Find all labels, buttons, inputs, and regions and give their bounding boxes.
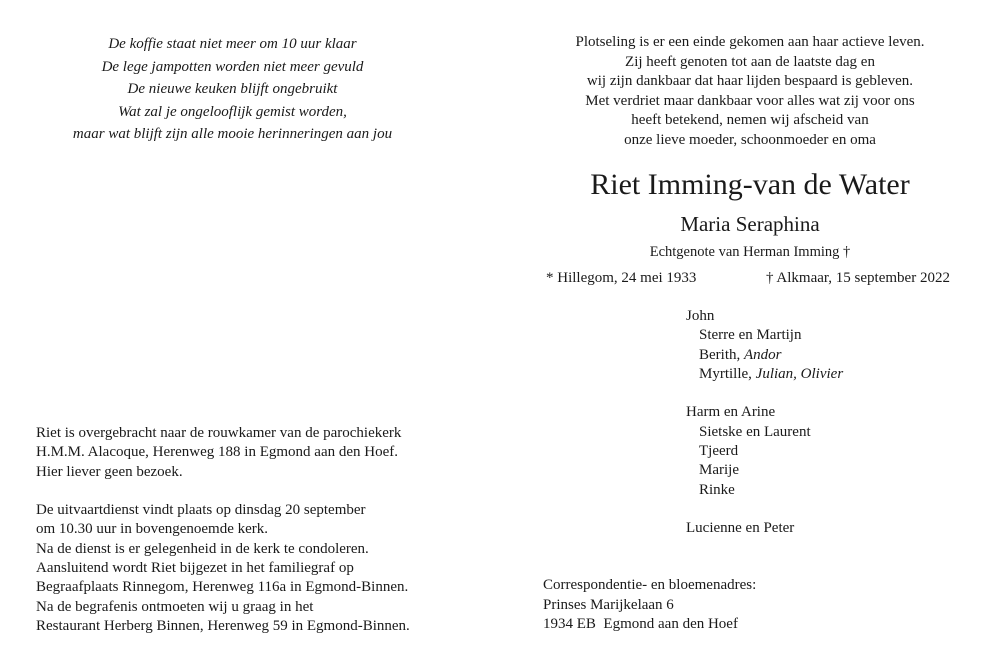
intro-text	[540, 33, 960, 150]
info-line: Na de dienst is er gelegenheid in de kerk te condoleren.	[36, 540, 369, 557]
intro-line: Zij heeft genoten tot aan de laatste dag en	[625, 53, 875, 70]
poem-line: Wat zal je ongelooflijk gemist worden,	[118, 103, 347, 120]
address-label: Correspondentie- en bloemenadres:	[543, 577, 757, 593]
correspondence-address	[543, 576, 756, 635]
intro-line: heeft betekend, nemen wij afscheid van	[631, 112, 869, 128]
spouse-line: Echtgenote van Herman Imming †	[649, 244, 851, 260]
poem	[60, 33, 405, 146]
grandchild: Rinke	[699, 481, 735, 498]
intro-line: onze lieve moeder, schoonmoeder en oma	[624, 131, 876, 148]
grandchild: Sietske en Laurent	[699, 423, 811, 440]
grandchild-partner: Julian, Olivier	[755, 365, 844, 382]
birth-info: * Hillegom, 24 mei 1933	[546, 270, 697, 286]
grandchild: Berith, Andor	[699, 346, 782, 363]
info-line: Restaurant Herberg Binnen, Herenweg 59 in Egmond-Binnen.	[36, 617, 410, 634]
family-list	[686, 307, 843, 539]
info-line: Aansluitend wordt Riet bijgezet in het familiegraf op	[36, 560, 354, 577]
info-line: Riet is overgebracht naar de rouwkamer van de parochiekerk	[36, 425, 402, 441]
poem-line: De lege jampotten worden niet meer gevuld	[101, 58, 364, 75]
poem-line: maar wat blijft zijn alle mooie herinneringen aan jou	[72, 126, 393, 142]
info-line: De uitvaartdienst vindt plaats op dinsdag 20 september	[36, 502, 366, 519]
grandchild: Myrtille, Julian, Olivier	[699, 365, 844, 382]
grandchild: Tjeerd	[699, 443, 739, 460]
intro-line: Plotseling is er een einde gekomen aan haar actieve leven.	[575, 34, 925, 50]
intro-line: Met verdriet maar dankbaar voor alles wat zij voor ons	[585, 92, 915, 109]
grandchild-partner: Andor	[744, 346, 782, 363]
child-name: Harm en Arine	[686, 404, 776, 421]
given-names: Maria Seraphina	[680, 212, 820, 236]
poem-line: De nieuwe keuken blijft ongebruikt	[127, 81, 338, 97]
deceased-name: Riet Imming-van de Water	[590, 168, 910, 201]
address-street: Prinses Marijkelaan 6	[543, 596, 674, 613]
grandchild: Marije	[699, 462, 739, 479]
info-line: Hier liever geen bezoek.	[36, 463, 183, 480]
grandchild: Sterre en Martijn	[699, 327, 802, 344]
intro-line: wij zijn dankbaar dat haar lijden bespaard is gebleven.	[586, 73, 914, 89]
funeral-info	[36, 424, 410, 636]
info-line: Begraafplaats Rinnegom, Herenweg 116a in Egmond-Binnen.	[36, 579, 409, 596]
info-line: H.M.M. Alacoque, Herenweg 188 in Egmond aan den Hoef.	[36, 444, 398, 461]
info-line: om 10.30 uur in bovengenoemde kerk.	[36, 521, 269, 538]
address-city: 1934 EB Egmond aan den Hoef	[543, 616, 738, 632]
child-name: John	[686, 308, 715, 324]
poem-line: De koffie staat niet meer om 10 uur klaar	[108, 36, 357, 52]
info-line: Na de begrafenis ontmoeten wij u graag in het	[36, 598, 314, 615]
child-name: Lucienne en Peter	[686, 520, 795, 537]
death-info: † Alkmaar, 15 september 2022	[766, 270, 950, 286]
